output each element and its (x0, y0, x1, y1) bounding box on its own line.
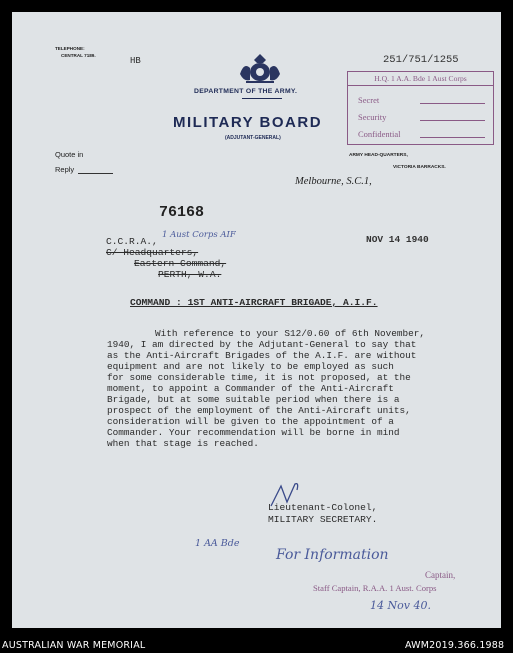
address-handwritten-unit: 1 Aust Corps AIF (162, 230, 236, 240)
file-number: 251/751/1255 (383, 54, 459, 66)
stamp-security: Security (358, 112, 387, 122)
handwritten-for-information: For Information (276, 547, 389, 563)
security-classification-stamp (347, 71, 494, 145)
footer-institution: AUSTRALIAN WAR MEMORIAL (2, 640, 146, 651)
body-line-6: moment, to appoint a Commander of the Anti-Aircraft (107, 383, 394, 394)
reply-label: Reply (55, 165, 75, 174)
body-line-1: With reference to your S12/0.60 of 6th November, (155, 328, 426, 339)
subject-line: COMMAND : 1ST ANTI-AIRCRAFT BRIGADE, A.I.F. (130, 297, 378, 308)
body-line-2: 1940, I am directed by the Adjutant-General to say that (107, 339, 417, 350)
body-line-4: equipment and are not likely to be employed as such (107, 361, 394, 372)
heading-divider (242, 98, 282, 99)
military-board-title: MILITARY BOARD (173, 114, 323, 131)
body-line-5: for some considerable time, it is not proposed, at the (107, 372, 411, 383)
stamp-staff-captain: Staff Captain, R.A.A. 1 Aust. Corps (313, 583, 437, 593)
telephone-label: TELEPHONE: (55, 46, 85, 51)
body-line-7: Brigade, but at some suitable period when there is a (107, 394, 400, 405)
body-line-10: Commander. Your recommendation will be borne in mind (107, 427, 400, 438)
document-page (12, 12, 501, 628)
stamp-confidential: Confidential (358, 129, 401, 139)
hb-marking: HB (130, 56, 141, 66)
footer-accession-number: AWM2019.366.1988 (405, 640, 505, 651)
handwritten-unit-note: 1 AA Bde (195, 538, 240, 549)
coat-of-arms-emblem (236, 52, 284, 86)
army-hq-line: ARMY HEAD-QUARTERS, (349, 153, 408, 158)
address-line-4: PERTH, W.A. (158, 269, 222, 280)
place-melbourne: Melbourne, S.C.1, (295, 176, 372, 187)
address-line-3: Eastern Command, (134, 258, 227, 269)
department-heading: DEPARTMENT OF THE ARMY. (194, 88, 298, 95)
barracks-line: VICTORIA BARRACKS. (393, 165, 446, 170)
address-line-2: C/ Headquarters, (106, 247, 199, 258)
stamp-secret: Secret (358, 95, 380, 105)
body-line-11: when that stage is reached. (107, 438, 259, 449)
signature-rank: Lieutenant-Colonel, (268, 502, 378, 513)
body-line-8: prospect of the employment of the Anti-Aircraft units, (107, 405, 411, 416)
handwritten-date: 14 Nov 40. (370, 599, 431, 612)
adjutant-general-subtitle: (ADJUTANT-GENERAL) (225, 135, 281, 141)
reference-number: 76168 (159, 204, 205, 221)
quote-in-label: Quote in (55, 150, 84, 159)
stamp-captain: Captain, (425, 570, 456, 580)
address-line-1: C.C.R.A., (106, 236, 158, 247)
reply-line (78, 173, 113, 174)
stamp-header: H.Q. 1 A.A. Bde 1 Aust Corps (374, 74, 467, 83)
date-stamp: NOV 14 1940 (366, 234, 429, 245)
signature-title: MILITARY SECRETARY. (268, 514, 378, 525)
body-line-3: as the Anti-Aircraft Brigades of the A.I.F. are without (107, 350, 417, 361)
telephone-number: CENTRAL 7189. (61, 53, 96, 58)
body-line-9: consideration will be given to the appointment of a (107, 416, 394, 427)
